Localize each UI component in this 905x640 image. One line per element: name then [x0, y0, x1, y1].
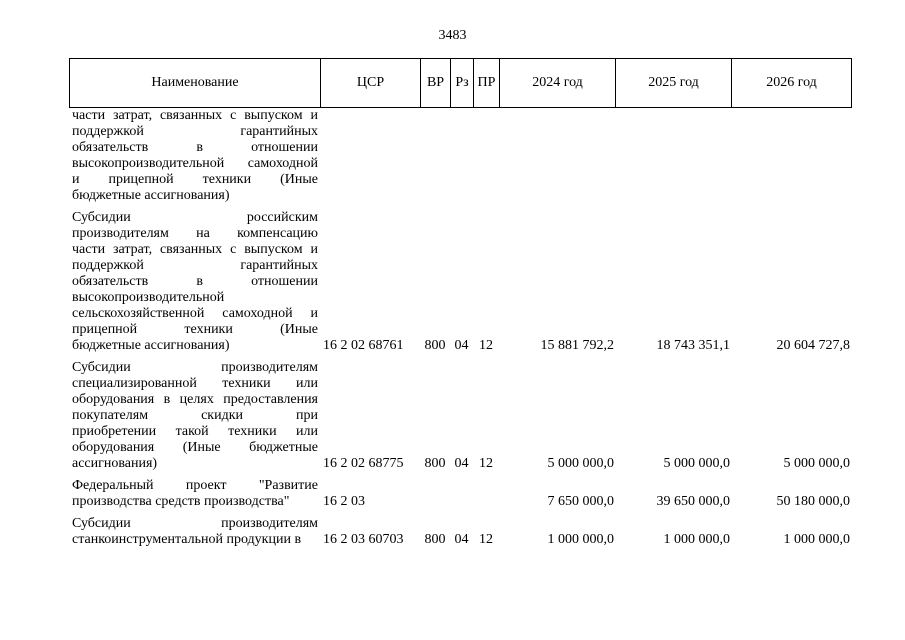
budget-table: [69, 108, 851, 554]
row-2026: 5 000 000,0: [783, 456, 850, 471]
row-name-line: Федеральный проект "Развитие: [72, 478, 318, 493]
header-2024: 2024 год: [500, 59, 616, 108]
row-2026: 1 000 000,0: [783, 532, 850, 547]
row-2024: 15 881 792,2: [540, 338, 614, 353]
row-vr: 800: [424, 532, 446, 547]
row-csr: 16 2 03: [323, 494, 365, 509]
table-row: [69, 478, 851, 516]
row-name: [69, 360, 320, 478]
row-csr: 16 2 02 68761: [323, 338, 404, 353]
row-2024: 5 000 000,0: [547, 456, 614, 471]
row-name-line: части затрат, связанных с выпуском и: [72, 242, 318, 257]
row-name-line: приобретении такой техники или: [72, 424, 318, 439]
row-name-line: части затрат, связанных с выпуском и: [72, 108, 318, 123]
row-vr: [420, 478, 450, 516]
row-name-line: производства средств производства": [72, 494, 290, 509]
row-2026: 20 604 727,8: [776, 338, 850, 353]
row-csr: 16 2 03 60703: [323, 532, 404, 547]
row-pr: 12: [479, 456, 493, 471]
row-name-line: ассигнования): [72, 456, 158, 471]
row-name: [69, 516, 320, 554]
row-name-line: сельскохозяйственной самоходной и: [72, 306, 318, 321]
row-name-line: покупателям скидки при: [72, 408, 318, 423]
table-row: [69, 108, 851, 210]
row-name-line: обязательств в отношении: [72, 140, 318, 155]
row-rz: 04: [454, 456, 469, 471]
table-row: [69, 210, 851, 360]
header-2025: 2025 год: [616, 59, 732, 108]
row-2024: 7 650 000,0: [547, 494, 614, 509]
row-2025: 1 000 000,0: [663, 532, 730, 547]
row-vr: 800: [424, 456, 446, 471]
row-name-line: производителям на компенсацию: [72, 226, 318, 241]
row-name-line: Субсидии производителям: [72, 516, 318, 531]
row-name-line: бюджетные ассигнования): [72, 338, 230, 353]
header-rz: Рз: [451, 59, 474, 108]
row-pr: [473, 478, 499, 516]
header-pr: ПР: [474, 59, 500, 108]
row-2024: 1 000 000,0: [547, 532, 614, 547]
row-name-line: станкоинструментальной продукции в: [72, 532, 302, 547]
row-name-line: высокопроизводительной самоходной: [72, 156, 318, 171]
row-2026: 50 180 000,0: [776, 494, 850, 509]
row-2025: 18 743 351,1: [656, 338, 730, 353]
row-csr: 16 2 02 68775: [323, 456, 404, 471]
row-name-line: специализированной техники или: [72, 376, 318, 391]
row-name-line: поддержкой гарантийных: [72, 258, 318, 273]
row-name-line: Субсидии российским: [72, 210, 318, 225]
row-vr: 800: [424, 338, 446, 353]
row-2026: [731, 108, 851, 210]
row-name-line: поддержкой гарантийных: [72, 124, 318, 139]
row-name-line: оборудования в целях предоставления: [72, 392, 318, 407]
row-csr: [320, 108, 420, 210]
row-vr: [420, 108, 450, 210]
row-name: [69, 210, 320, 360]
header-name: Наименование: [70, 59, 321, 108]
header-csr: ЦСР: [321, 59, 421, 108]
row-name-line: и прицепной техники (Иные: [72, 172, 318, 187]
page-number: 3483: [438, 28, 467, 43]
row-name-line: прицепной техники (Иные: [72, 322, 318, 337]
row-name-line: бюджетные ассигнования): [72, 188, 230, 203]
row-pr: [473, 108, 499, 210]
row-pr: 12: [479, 338, 493, 353]
row-2025: [615, 108, 731, 210]
row-name: [69, 108, 320, 210]
header-vr: ВР: [421, 59, 451, 108]
header-2026: 2026 год: [732, 59, 852, 108]
row-2024: [499, 108, 615, 210]
row-name-line: Субсидии производителям: [72, 360, 318, 375]
row-2025: 5 000 000,0: [663, 456, 730, 471]
row-2025: 39 650 000,0: [656, 494, 730, 509]
row-rz: 04: [454, 338, 469, 353]
row-name-line: обязательств в отношении: [72, 274, 318, 289]
table-row: [69, 516, 851, 554]
row-rz: [450, 108, 473, 210]
row-name-line: оборудования (Иные бюджетные: [72, 440, 318, 455]
row-name: [69, 478, 320, 516]
row-rz: 04: [454, 532, 469, 547]
table-header: [69, 58, 852, 108]
table-row: [69, 360, 851, 478]
row-rz: [450, 478, 473, 516]
row-pr: 12: [479, 532, 493, 547]
row-name-line: высокопроизводительной: [72, 290, 225, 305]
